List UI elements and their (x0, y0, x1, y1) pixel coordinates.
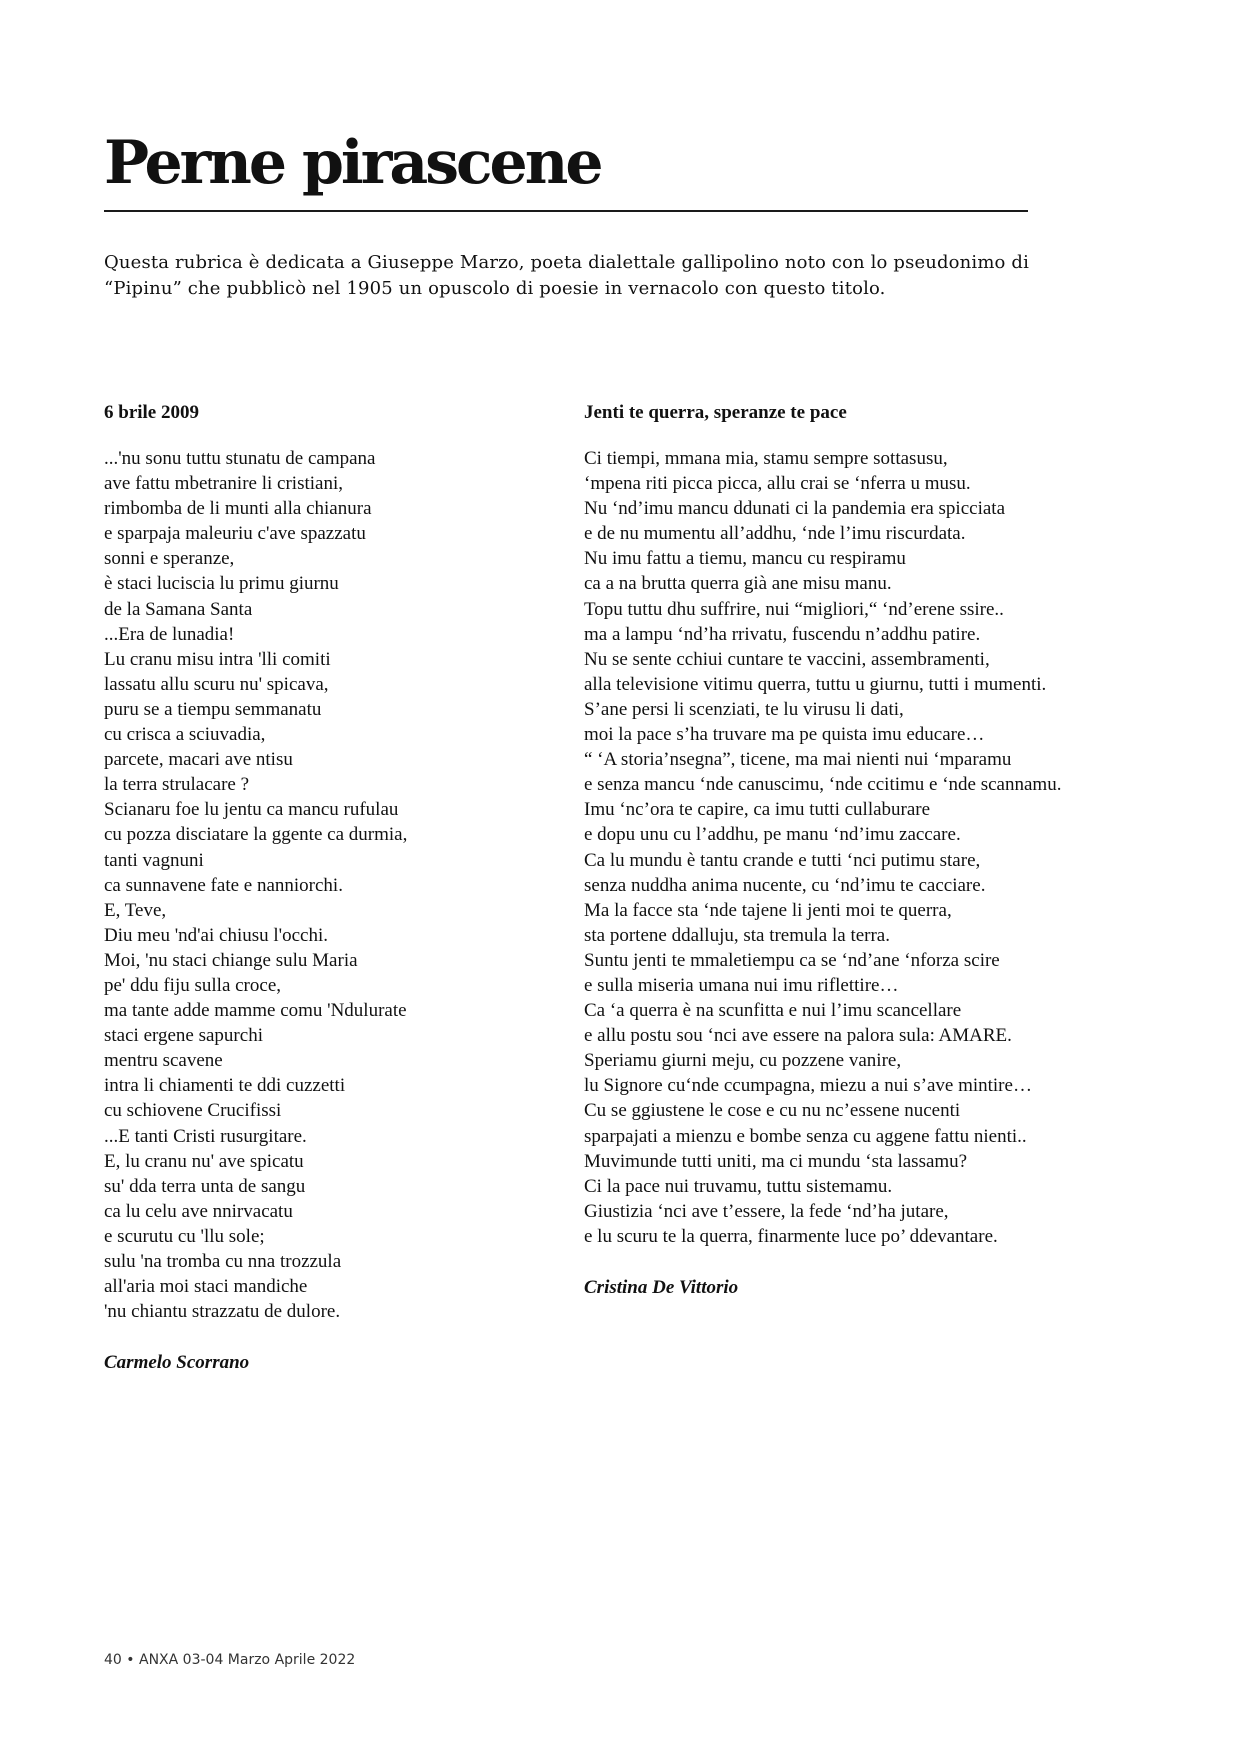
poem-line: pe' ddu fiju sulla croce, (104, 974, 282, 996)
poem-line: Nu imu fattu a tiemu, mancu cu respiramu (584, 548, 906, 570)
poem-line: Ma la facce sta ‘nde tajene li jenti moi te querra, (584, 899, 952, 921)
poem-line: ca lu celu ave nnirvacatu (104, 1200, 293, 1222)
poem-line: de la Samana Santa (104, 598, 253, 620)
poem-line: E, Teve, (104, 899, 167, 921)
poem-line: e sparpaja maleuriu c'ave spazzatu (104, 523, 366, 545)
poem-line: alla televisione vitimu querra, tuttu u giurnu, tutti i mumenti. (584, 673, 1047, 695)
poem-line: Ci tiempi, mmana mia, stamu sempre sottasusu, (584, 448, 948, 469)
poem-line: Speriamu giurni meju, cu pozzene vanire, (584, 1050, 902, 1072)
poem-line: ca a na brutta querra già ane misu manu. (584, 573, 892, 595)
poem-lines (584, 446, 1124, 1249)
poem-line: e senza mancu ‘nde canuscimu, ‘nde ccitimu e ‘nde scannamu. (584, 774, 1062, 796)
poem-line: rimbomba de li munti alla chianura (104, 498, 372, 520)
poem-line: ...'nu sonu tuttu stunatu de campana (104, 448, 376, 469)
poem-line: Nu ‘nd’imu mancu ddunati ci la pandemia era spicciata (584, 498, 1006, 520)
poem-line: e dopu unu cu l’addhu, pe manu ‘nd’imu zaccare. (584, 824, 961, 846)
poem-line: sta portene ddalluju, sta tremula la terra. (584, 924, 890, 946)
poem-line: sonni e speranze, (104, 548, 235, 570)
poem-title: 6 brile 2009 (104, 402, 199, 423)
poem-author: Cristina De Vittorio (584, 1277, 739, 1298)
poem-column-left (104, 398, 574, 1378)
poem-line: ...Era de lunadia! (104, 623, 235, 645)
poem-line: S’ane persi li scenziati, te lu virusu li dati, (584, 698, 904, 720)
poem-line: cu schiovene Crucifissi (104, 1100, 282, 1122)
poem-line: ‘mpena riti picca picca, allu crai se ‘nferra u musu. (584, 473, 971, 495)
poem-line: Diu meu 'nd'ai chiusu l'occhi. (104, 924, 328, 946)
poem-line: “ ‘A storia’nsegna”, ticene, ma mai nienti nui ‘mparamu (584, 749, 1012, 771)
poem-line: cu crisca a sciuvadia, (104, 724, 266, 746)
poem-line: tanti vagnuni (104, 849, 204, 871)
poem-line: staci ergene sapurchi (104, 1025, 263, 1047)
poem-line: parcete, macari ave ntisu (104, 749, 293, 771)
poem-line: all'aria moi staci mandiche (104, 1276, 308, 1298)
poem-line: sulu 'na tromba cu nna trozzula (104, 1251, 342, 1272)
poem-line: mentru scavene (104, 1050, 223, 1072)
poem-line: Ca lu mundu è tantu crande e tutti ‘nci putimu stare, (584, 849, 981, 871)
poem-line: Suntu jenti te mmaletiempu ca se ‘nd’ane ‘nforza scire (584, 949, 1000, 971)
publication-info: ANXA 03-04 Marzo Aprile 2022 (139, 1652, 356, 1668)
poem-line: Giustizia ‘nci ave t’essere, la fede ‘nd’ha jutare, (584, 1200, 949, 1222)
poem-line: E, lu cranu nu' ave spicatu (104, 1150, 304, 1172)
poem-line: e sulla miseria umana nui imu riflettire… (584, 974, 899, 996)
poem-line: lu Signore cu‘nde ccumpagna, miezu a nui s’ave mintire… (584, 1075, 1032, 1097)
poem-line: ca sunnavene fate e nanniorchi. (104, 874, 343, 896)
poem-line: cu pozza disciatare la ggente ca durmia, (104, 824, 408, 846)
page-footer (104, 1652, 355, 1668)
poem-line: Topu tuttu dhu suffrire, nui “migliori,“ ‘nd’erene ssire.. (584, 598, 1004, 620)
footer-separator: • (126, 1652, 135, 1668)
poem-line: Scianaru foe lu jentu ca mancu rufulau (104, 799, 399, 821)
poem-line: è staci luciscia lu primu giurnu (104, 573, 339, 595)
poem-line: su' dda terra unta de sangu (104, 1175, 306, 1197)
poem-line: Ca ‘a querra è na scunfitta e nui l’imu scancellare (584, 1000, 962, 1022)
poem-line: Imu ‘nc’ora te capire, ca imu tutti cullaburare (584, 799, 931, 821)
poem-line: Ci la pace nui truvamu, tuttu sistemamu. (584, 1175, 893, 1197)
poem-line: puru se a tiempu semmanatu (104, 698, 322, 720)
poem-line: lassatu allu scuru nu' spicava, (104, 673, 329, 695)
poem-line: la terra strulacare ? (104, 774, 250, 796)
poem-line: Cu se ggiustene le cose e cu nu nc’essene nucenti (584, 1100, 961, 1122)
poem-line: Muvimunde tutti uniti, ma ci mundu ‘sta lassamu? (584, 1150, 968, 1172)
poem-line: ...E tanti Cristi rusurgitare. (104, 1125, 307, 1147)
poem-line: senza nuddha anima nucente, cu ‘nd’imu te cacciare. (584, 874, 986, 896)
poem-line: ma a lampu ‘nd’ha rrivatu, fuscendu n’addhu patire. (584, 623, 981, 645)
page-title: Perne pirascene (104, 128, 601, 198)
title-divider (104, 210, 1028, 212)
poem-line: Moi, 'nu staci chiange sulu Maria (104, 949, 358, 971)
poem-line: moi la pace s’ha truvare ma pe quista imu educare… (584, 724, 985, 746)
poem-line: ave fattu mbetranire li cristiani, (104, 473, 343, 495)
poem-line: ma tante adde mamme comu 'Ndulurate (104, 1000, 407, 1022)
poem-column-right (584, 398, 1124, 1303)
poem-lines (104, 446, 574, 1324)
poem-line: e lu scuru te la querra, finarmente luce po’ ddevantare. (584, 1225, 998, 1247)
poem-line: Lu cranu misu intra 'lli comiti (104, 648, 331, 670)
poem-line: Nu se sente cchiui cuntare te vaccini, assembramenti, (584, 648, 990, 670)
poem-line: intra li chiamenti te ddi cuzzetti (104, 1075, 346, 1097)
poem-title: Jenti te querra, speranze te pace (584, 402, 847, 423)
poem-line: e de nu mumentu all’addhu, ‘nde l’imu riscurdata. (584, 523, 966, 545)
poem-author: Carmelo Scorrano (104, 1352, 250, 1374)
poem-line: e allu postu sou ‘nci ave essere na palora sula: AMARE. (584, 1025, 1012, 1047)
poem-line: e scurutu cu 'llu sole; (104, 1225, 265, 1247)
page-number: 40 (104, 1652, 122, 1668)
poem-line: sparpajati a mienzu e bombe senza cu aggene fattu nienti.. (584, 1125, 1027, 1147)
intro-paragraph: Questa rubrica è dedicata a Giuseppe Marzo, poeta dialettale gallipolino noto con lo pseudonimo di “Pipinu” che pubblicò nel 1905 un opuscolo di poesie in vernacolo con questo titolo. (104, 252, 1029, 299)
poem-line: 'nu chiantu strazzatu de dulore. (104, 1301, 341, 1323)
